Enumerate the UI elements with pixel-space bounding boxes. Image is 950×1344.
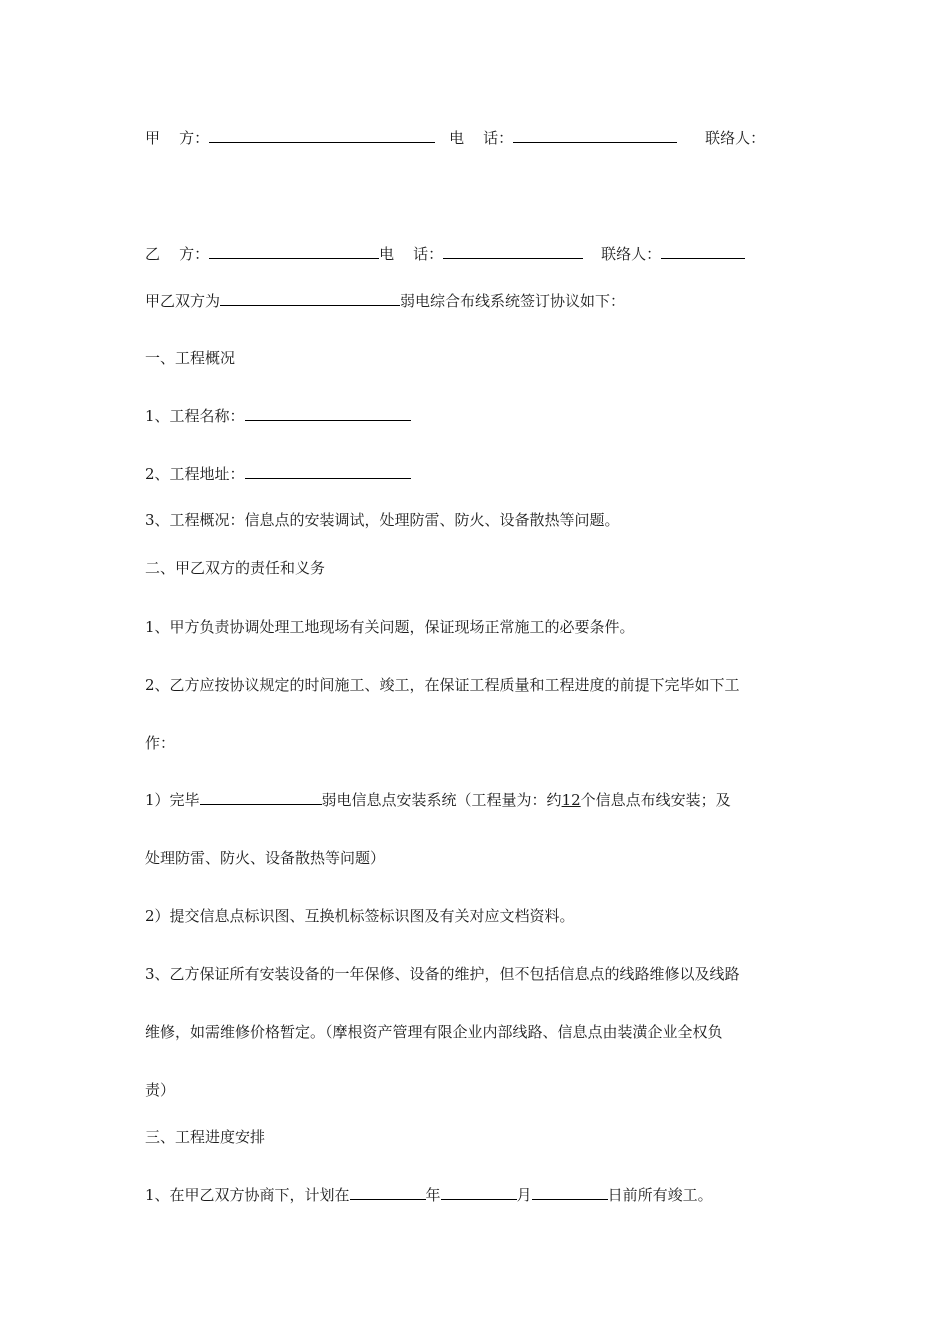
party-a-duty: 1、甲方负责协调处理工地现场有关问题，保证现场正常施工的必要条件。: [145, 618, 635, 636]
party-a-row: [145, 128, 765, 148]
task1-suffix: 个信息点布线安装；及: [580, 791, 731, 809]
section1-heading: 一、工程概况: [145, 349, 236, 367]
project-address-row: [145, 464, 411, 484]
month-label: 月: [516, 1186, 532, 1204]
party-a-phone-label: 电 话：: [449, 129, 514, 147]
section2-heading: 二、甲乙双方的责任和义务: [145, 559, 326, 577]
project-address-label: 2、工程地址：: [145, 465, 245, 483]
project-name-label: 1、工程名称：: [145, 407, 245, 425]
warranty-line3: 责）: [145, 1081, 176, 1099]
warranty-line2: 维修，如需维修价格暂定。（摩根资产管理有限企业内部线路、信息点由装潢企业全权负: [145, 1023, 723, 1041]
intro-line: [145, 291, 625, 311]
schedule-row: [145, 1185, 713, 1205]
task1-line1: [145, 790, 731, 810]
party-a-contact-label: 联络人：: [705, 129, 766, 147]
party-a-field[interactable]: [209, 128, 435, 143]
party-b-row: [145, 244, 745, 264]
project-name-row: [145, 406, 411, 426]
intro-suffix: 弱电综合布线系统签订协议如下：: [400, 292, 626, 310]
warranty-line1: 3、乙方保证所有安装设备的一年保修、设备的维护，但不包括信息点的线路维修以及线路: [145, 965, 740, 983]
schedule-prefix: 1、在甲乙双方协商下，计划在: [145, 1186, 350, 1204]
intro-prefix: 甲乙双方为: [145, 292, 221, 310]
project-address-field[interactable]: [245, 464, 411, 479]
section3-heading: 三、工程进度安排: [145, 1128, 266, 1146]
task1-line2: 处理防雷、防火、设备散热等问题）: [145, 849, 386, 867]
day-field[interactable]: [532, 1185, 608, 1200]
party-b-field[interactable]: [209, 244, 379, 259]
year-label: 年: [425, 1186, 441, 1204]
project-name-field[interactable]: [245, 406, 411, 421]
party-b-duty-line2: 作：: [145, 734, 176, 752]
task1-count: 12: [561, 791, 581, 809]
task1-prefix: 1）完毕: [145, 791, 200, 809]
task1-field[interactable]: [200, 790, 322, 805]
project-overview: 3、工程概况：信息点的安装调试，处理防雷、防火、设备散热等问题。: [145, 511, 620, 529]
party-b-contact-field[interactable]: [661, 244, 745, 259]
party-b-label: 乙 方：: [145, 245, 210, 263]
system-name-field[interactable]: [220, 291, 400, 306]
year-field[interactable]: [350, 1185, 426, 1200]
party-b-phone-label: 电 话：: [379, 245, 444, 263]
month-field[interactable]: [441, 1185, 517, 1200]
party-a-phone-field[interactable]: [513, 128, 677, 143]
party-b-duty-line1: 2、乙方应按协议规定的时间施工、竣工，在保证工程质量和工程进度的前提下完毕如下工: [145, 676, 740, 694]
task2: 2）提交信息点标识图、互换机标签标识图及有关对应文档资料。: [145, 907, 575, 925]
task1-mid: 弱电信息点安装系统（工程量为：约: [321, 791, 562, 809]
schedule-suffix: 日前所有竣工。: [607, 1186, 713, 1204]
party-b-phone-field[interactable]: [443, 244, 583, 259]
party-b-contact-label: 联络人：: [601, 245, 662, 263]
party-a-label: 甲 方：: [145, 129, 210, 147]
